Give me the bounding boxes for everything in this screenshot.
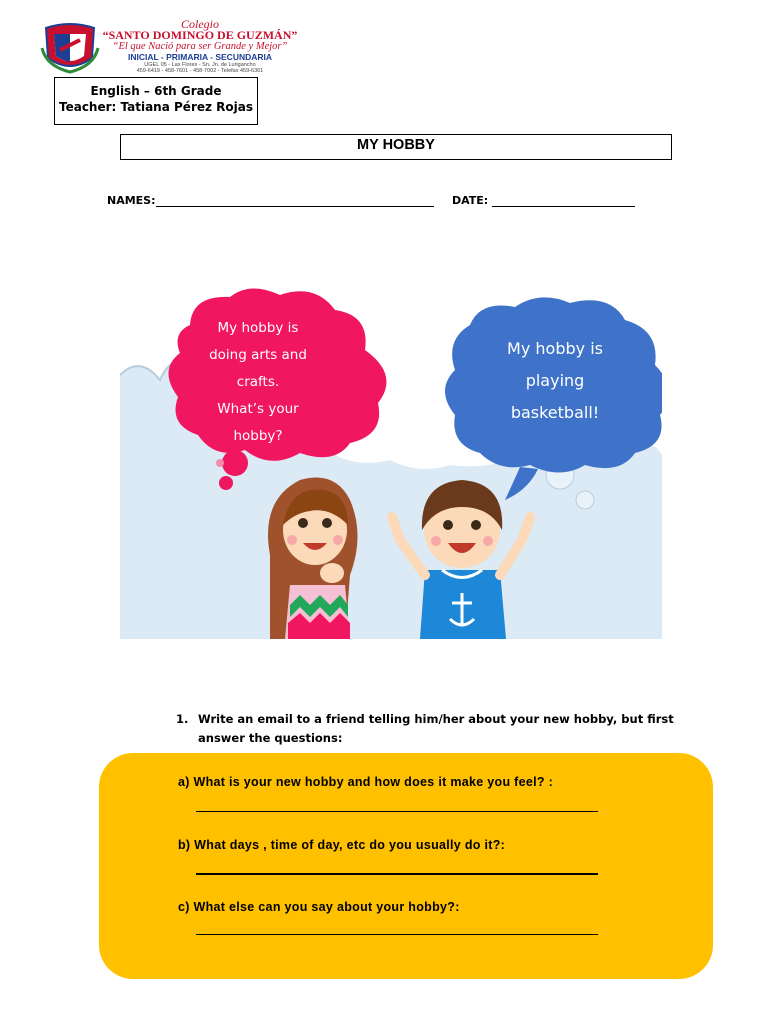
answer-line-c[interactable] — [196, 934, 598, 935]
grade-label: English – 6th Grade — [90, 84, 222, 98]
question-c: c) What else can you say about your hobby?: — [178, 900, 460, 914]
date-blank[interactable] — [492, 194, 635, 207]
instruction-number: 1. — [176, 712, 189, 726]
names-row — [107, 194, 434, 207]
school-motto: “El que Nació para ser Grande y Mejor” — [112, 41, 288, 52]
school-name: “SANTO DOMINGO DE GUZMÁN” — [102, 28, 298, 42]
date-row — [452, 194, 635, 207]
date-label: DATE: — [452, 194, 489, 207]
blue-speech-bubble-text — [470, 333, 640, 429]
blue-bubble-line: basketball! — [510, 403, 600, 422]
pink-bubble-line: crafts. — [236, 374, 280, 390]
page-title: MY HOBBY — [357, 137, 435, 153]
pink-bubble-line: hobby? — [233, 428, 283, 444]
grade-teacher-box — [54, 77, 258, 125]
answer-line-a[interactable] — [196, 811, 598, 812]
question-b: b) What days , time of day, etc do you usually do it?: — [178, 838, 506, 852]
names-label: NAMES: — [107, 194, 156, 207]
school-colegio-label: Colegio — [181, 17, 219, 31]
school-crest-logo — [40, 22, 100, 74]
school-address: UGEL 05 - Las Flores - Sn. Jn. de Lurigancho — [144, 62, 256, 68]
names-blank[interactable] — [156, 194, 434, 207]
instruction-line-2: answer the questions: — [198, 731, 343, 745]
blue-bubble-line: playing — [525, 371, 585, 390]
instruction — [176, 710, 676, 748]
blue-bubble-line: My hobby is — [507, 339, 603, 358]
pink-bubble-line: What’s your — [217, 401, 299, 417]
school-phones: 459-6419 - 458-7601 - 458-7002 - Telefax 459-6361 — [136, 68, 264, 74]
pink-bubble-line: doing arts and — [209, 347, 307, 363]
answer-line-b[interactable] — [196, 873, 598, 875]
title-box — [120, 134, 672, 160]
pink-bubble-line: My hobby is — [217, 320, 299, 336]
question-a: a) What is your new hobby and how does it make you feel? : — [178, 775, 554, 789]
school-levels: INICIAL - PRIMARIA - SECUNDARIA — [127, 52, 273, 62]
instruction-line-1: Write an email to a friend telling him/her about your new hobby, but first — [198, 712, 674, 726]
pink-speech-bubble-text — [188, 315, 328, 450]
teacher-label: Teacher: Tatiana Pérez Rojas — [58, 100, 253, 114]
